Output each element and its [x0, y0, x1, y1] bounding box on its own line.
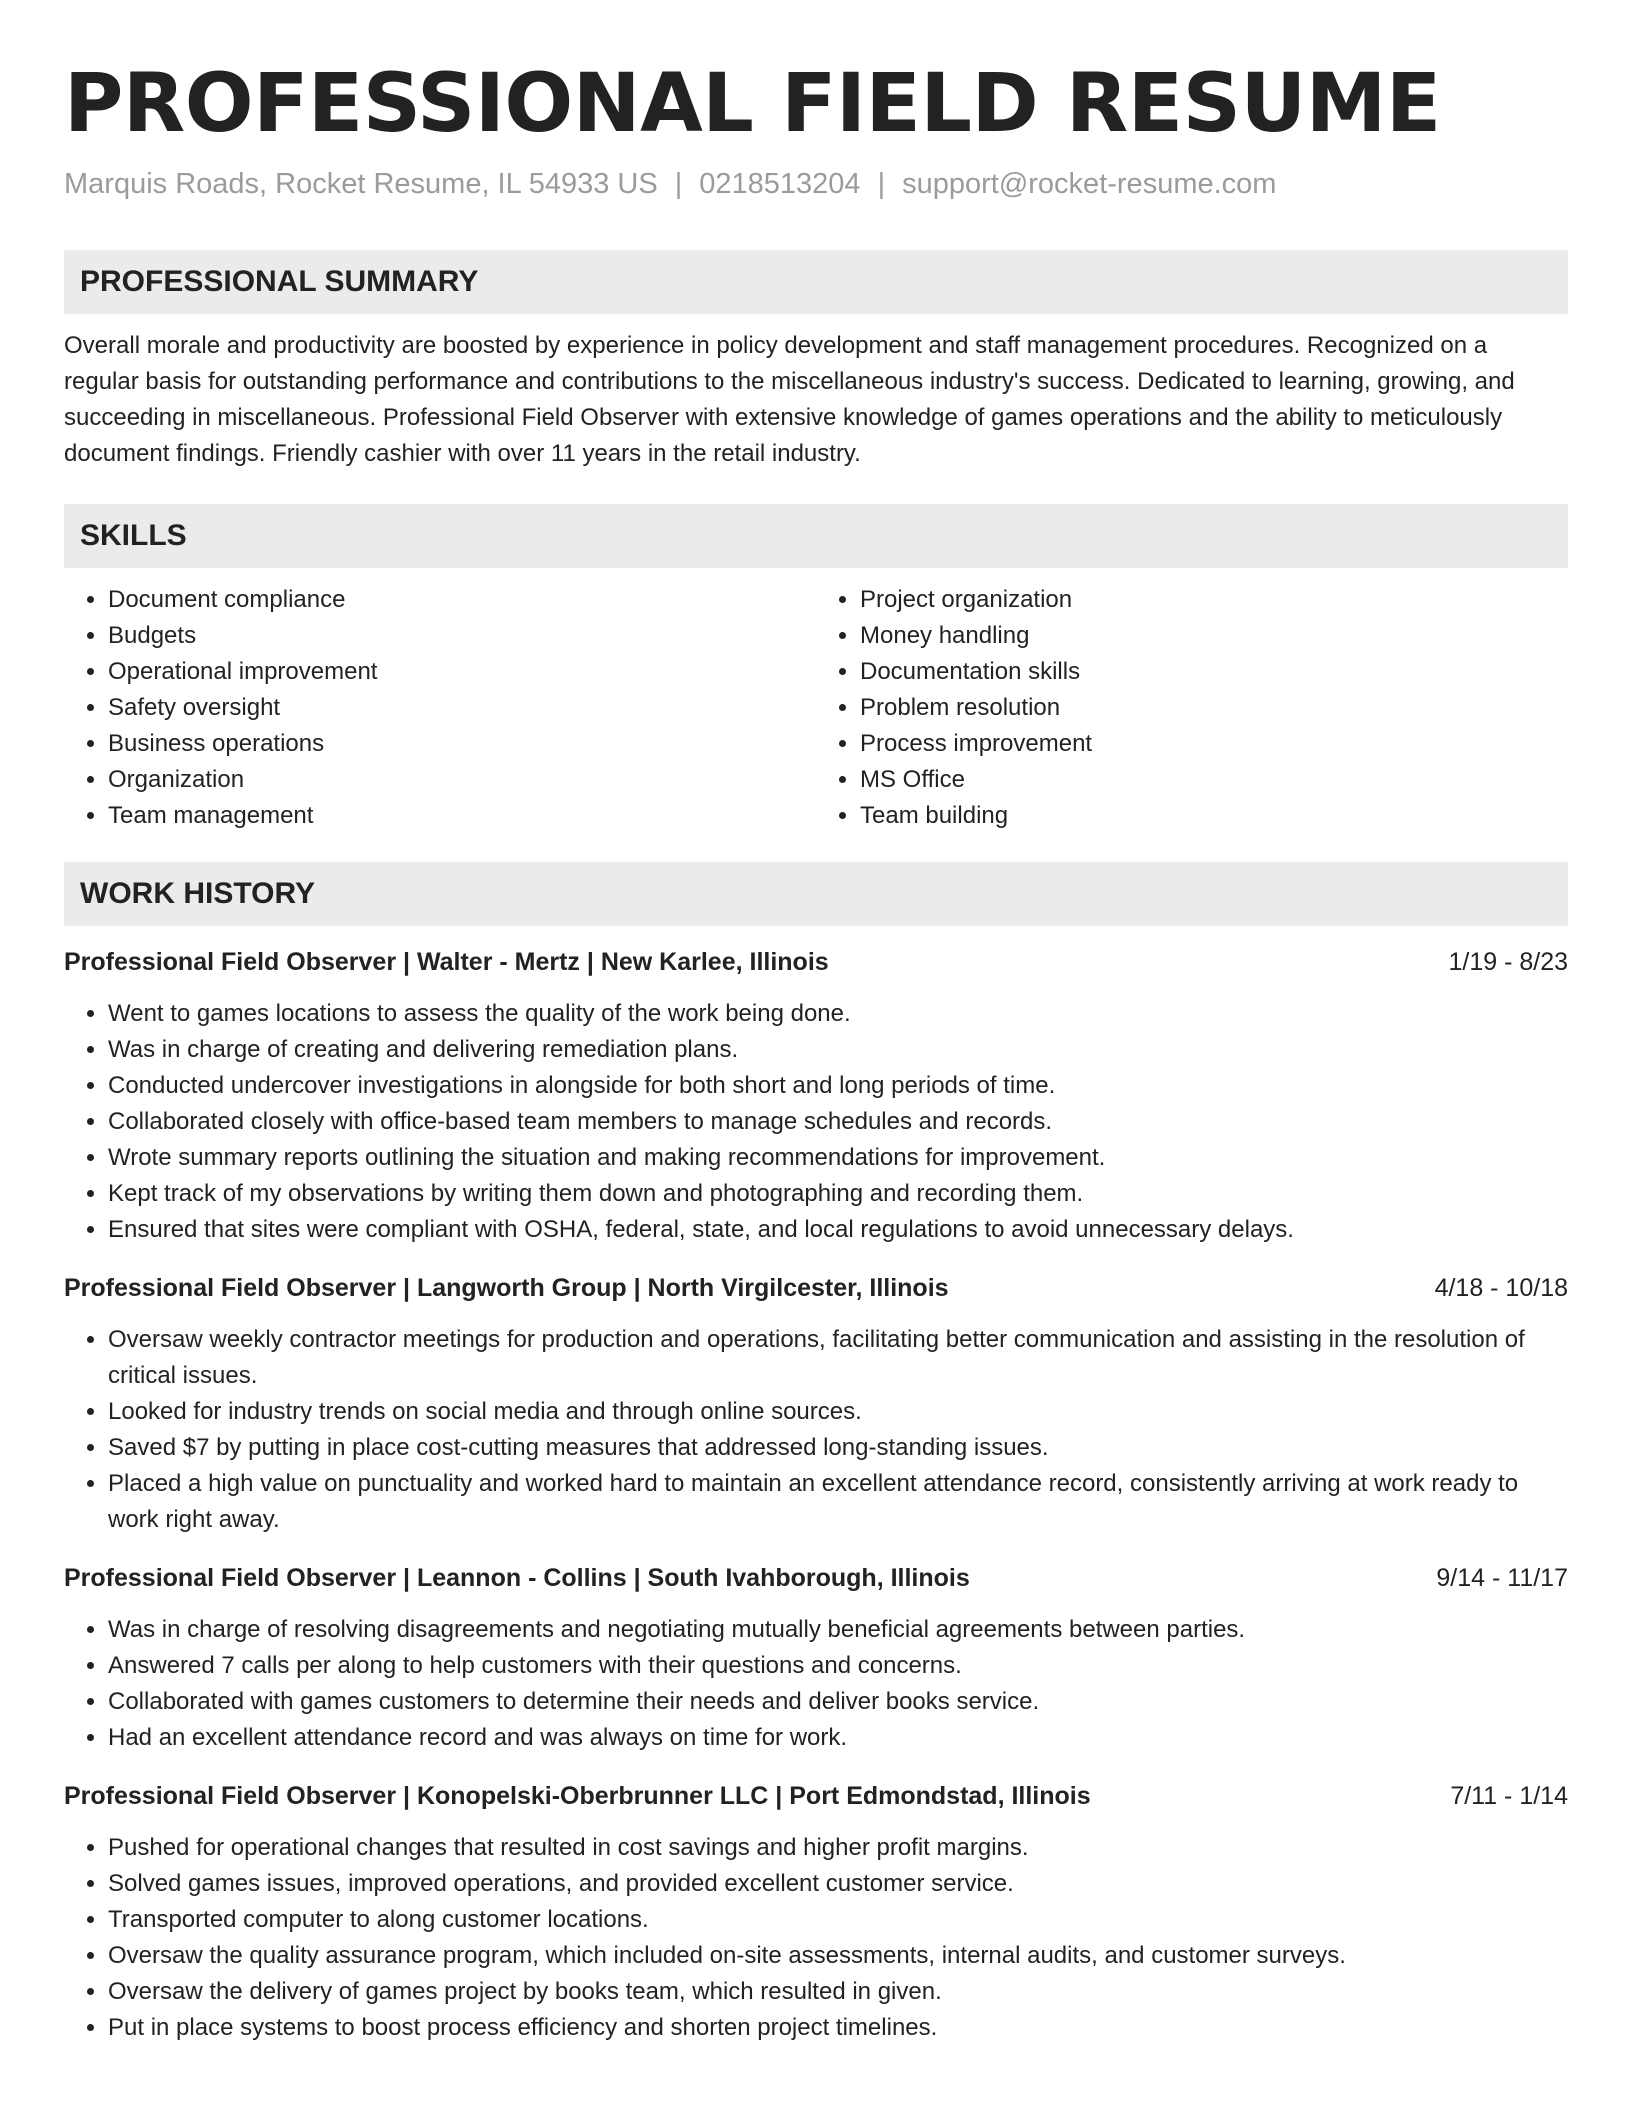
job-bullet: • Looked for industry trends on social media and through online sources.	[108, 1394, 1568, 1430]
contact-line	[64, 164, 1568, 204]
job-dates: 7/11 - 1/14	[1450, 1782, 1568, 1810]
skill-item: • Process improvement	[860, 726, 1568, 762]
job-header	[64, 1270, 1568, 1306]
resume-title: PROFESSIONAL FIELD RESUME	[64, 57, 1441, 151]
job-entry	[64, 1778, 1568, 2046]
job-bullets	[64, 1830, 1568, 2046]
skills-column-right	[816, 582, 1568, 834]
job-header	[64, 1778, 1568, 1814]
job-title: Professional Field Observer | Konopelski-Oberbrunner LLC | Port Edmondstad, Illinois	[64, 1782, 1091, 1810]
job-entry	[64, 944, 1568, 1248]
job-header	[64, 944, 1568, 980]
contact-separator: |	[877, 168, 886, 200]
skills-list	[64, 582, 1568, 834]
job-bullet: • Saved $7 by putting in place cost-cutting measures that addressed long-standing issues.	[108, 1430, 1568, 1466]
job-bullet: • Was in charge of creating and delivering remediation plans.	[108, 1032, 1568, 1068]
job-title: Professional Field Observer | Leannon - Collins | South Ivahborough, Illinois	[64, 1564, 970, 1592]
skill-item: • Documentation skills	[860, 654, 1568, 690]
job-entry	[64, 1560, 1568, 1756]
job-title: Professional Field Observer | Walter - Mertz | New Karlee, Illinois	[64, 948, 829, 976]
skill-item: • Problem resolution	[860, 690, 1568, 726]
summary-text: Overall morale and productivity are boosted by experience in policy development and staff management procedures. Recognized on a regular basis for outstanding performance and contributions to the miscellaneous industry's success. Dedicated to learning, growing, and succeeding in miscellaneous. Professional Field Observer with extensive knowledge of games operations and the ability to meticulously document findings. Friendly cashier with over 11 years in the retail industry.	[64, 332, 1515, 467]
job-bullet: • Went to games locations to assess the quality of the work being done.	[108, 996, 1568, 1032]
job-bullets	[64, 1612, 1568, 1756]
job-dates: 1/19 - 8/23	[1448, 948, 1568, 976]
job-bullet: • Was in charge of resolving disagreements and negotiating mutually beneficial agreements between parties.	[108, 1612, 1568, 1648]
job-bullet: • Answered 7 calls per along to help customers with their questions and concerns.	[108, 1648, 1568, 1684]
job-bullet: • Placed a high value on punctuality and worked hard to maintain an excellent attendance record, consistently arriving at work ready to work right away.	[108, 1466, 1568, 1538]
job-bullet: • Transported computer to along customer locations.	[108, 1902, 1568, 1938]
skill-item: • Budgets	[108, 618, 816, 654]
summary-heading: PROFESSIONAL SUMMARY	[64, 250, 1568, 314]
contact-address: Marquis Roads, Rocket Resume, IL 54933 US	[64, 168, 658, 200]
job-bullet: • Collaborated with games customers to determine their needs and deliver books service.	[108, 1684, 1568, 1720]
skill-item: • Operational improvement	[108, 654, 816, 690]
job-bullet: • Ensured that sites were compliant with OSHA, federal, state, and local regulations to avoid unnecessary delays.	[108, 1212, 1568, 1248]
job-bullet: • Wrote summary reports outlining the situation and making recommendations for improvement.	[108, 1140, 1568, 1176]
skill-item: • MS Office	[860, 762, 1568, 798]
skill-item: • Document compliance	[108, 582, 816, 618]
job-dates: 9/14 - 11/17	[1436, 1564, 1568, 1592]
job-bullets	[64, 1322, 1568, 1538]
skill-item: • Project organization	[860, 582, 1568, 618]
job-bullet: • Solved games issues, improved operations, and provided excellent customer service.	[108, 1866, 1568, 1902]
contact-email: support@rocket-resume.com	[902, 168, 1277, 200]
skill-item: • Team management	[108, 798, 816, 834]
job-bullet: • Oversaw the delivery of games project by books team, which resulted in given.	[108, 1974, 1568, 2010]
job-bullet: • Conducted undercover investigations in alongside for both short and long periods of time.	[108, 1068, 1568, 1104]
job-bullet: • Oversaw weekly contractor meetings for production and operations, facilitating better communication and assisting in the resolution of critical issues.	[108, 1322, 1568, 1394]
skill-item: • Business operations	[108, 726, 816, 762]
skills-heading: SKILLS	[64, 504, 1568, 568]
job-bullet: • Oversaw the quality assurance program, which included on-site assessments, internal audits, and customer surveys.	[108, 1938, 1568, 1974]
job-entry	[64, 1270, 1568, 1538]
job-bullet: • Put in place systems to boost process efficiency and shorten project timelines.	[108, 2010, 1568, 2046]
job-header	[64, 1560, 1568, 1596]
contact-phone: 0218513204	[699, 168, 861, 200]
skills-column-left	[64, 582, 816, 834]
skill-item: • Money handling	[860, 618, 1568, 654]
skill-item: • Organization	[108, 762, 816, 798]
job-bullets	[64, 996, 1568, 1248]
job-bullet: • Kept track of my observations by writing them down and photographing and recording them.	[108, 1176, 1568, 1212]
job-bullet: • Pushed for operational changes that resulted in cost savings and higher profit margins.	[108, 1830, 1568, 1866]
job-bullet: • Collaborated closely with office-based team members to manage schedules and records.	[108, 1104, 1568, 1140]
job-bullet: • Had an excellent attendance record and was always on time for work.	[108, 1720, 1568, 1756]
work-history-heading: WORK HISTORY	[64, 862, 1568, 926]
skill-item: • Safety oversight	[108, 690, 816, 726]
skill-item: • Team building	[860, 798, 1568, 834]
job-title: Professional Field Observer | Langworth Group | North Virgilcester, Illinois	[64, 1274, 949, 1302]
contact-separator: |	[674, 168, 683, 200]
job-dates: 4/18 - 10/18	[1434, 1274, 1568, 1302]
